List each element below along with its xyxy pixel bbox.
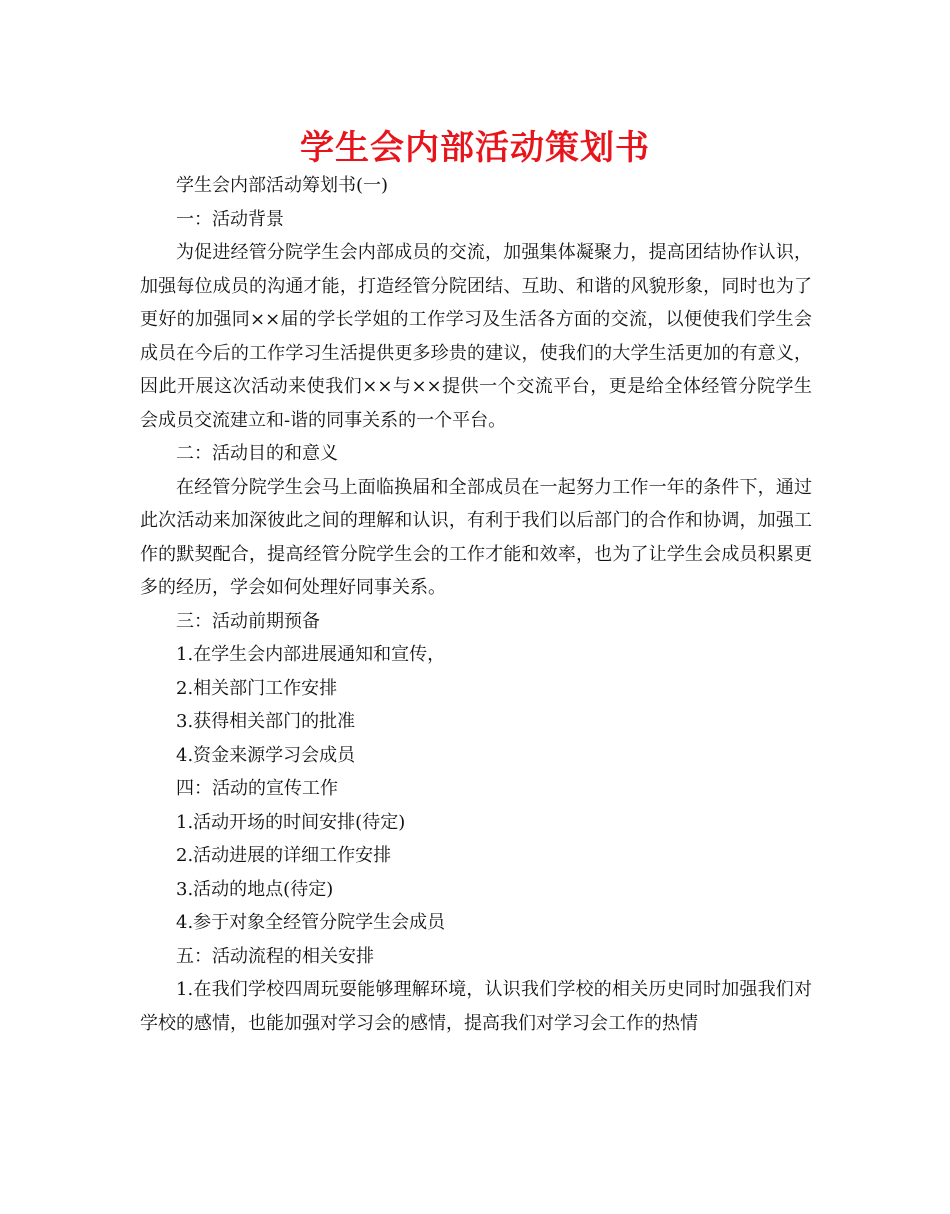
section-heading-purpose: 二：活动目的和意义 [176,443,338,464]
list-item: 3.活动的地点(待定) [176,878,334,900]
section-heading-process: 五：活动流程的相关安排 [176,945,374,967]
section-heading-preparation: 三：活动前期预备 [176,610,320,632]
paragraph-background: 为促进经管分院学生会内部成员的交流，加强集体凝聚力，提高团结协作认识，加强每位成员的沟通才能，打造经管分院团结、互助、和谐的风貌形象，同时也为了更好的加强同××届的学长学姐的工作学习及生活各方面的交流，以便使我们学生会成员在今后的工作学习生活提供更多珍贵的建议，使我们的大学生活更加的有意义，因此开展这次活动来使我们××与××提供一个交流平台，更是给全体经管分院学生会成员交流建立和-谐的同事关系的一个平台。 [140,242,812,431]
document-title: 学生会内部活动策划书 [300,128,650,168]
list-item: 2.活动进展的详细工作安排 [176,845,392,866]
subtitle-line: 学生会内部活动筹划书(一) [176,175,389,196]
paragraph-purpose: 在经管分院学生会马上面临换届和全部成员在一起努力工作一年的条件下，通过此次活动来加深彼此之间的理解和认识，有利于我们以后部门的合作和协调，加强工作的默契配合，提高经管分院学生会的工作才能和效率，也为了让学生会成员积累更多的经历，学会如何处理好同事关系。 [140,476,812,598]
section-heading-background: 一：活动背景 [176,208,284,230]
list-item: 2.相关部门工作安排 [176,677,338,699]
document-body [140,169,812,1040]
paragraph-process: 1.在我们学校四周玩耍能够理解环境，认识我们学校的相关历史同时加强我们对学校的感情，也能加强对学习会的感情，提高我们对学习会工作的热情 [140,979,812,1034]
list-item: 1.在学生会内部进展通知和宣传， [176,644,446,665]
list-item: 4.资金来源学习会成员 [176,744,356,766]
list-item: 4.参于对象全经管分院学生会成员 [176,912,446,933]
list-item: 3.获得相关部门的批准 [176,711,356,732]
section-heading-publicity: 四：活动的宣传工作 [176,778,338,799]
list-item: 1.活动开场的时间安排(待定) [176,811,406,833]
